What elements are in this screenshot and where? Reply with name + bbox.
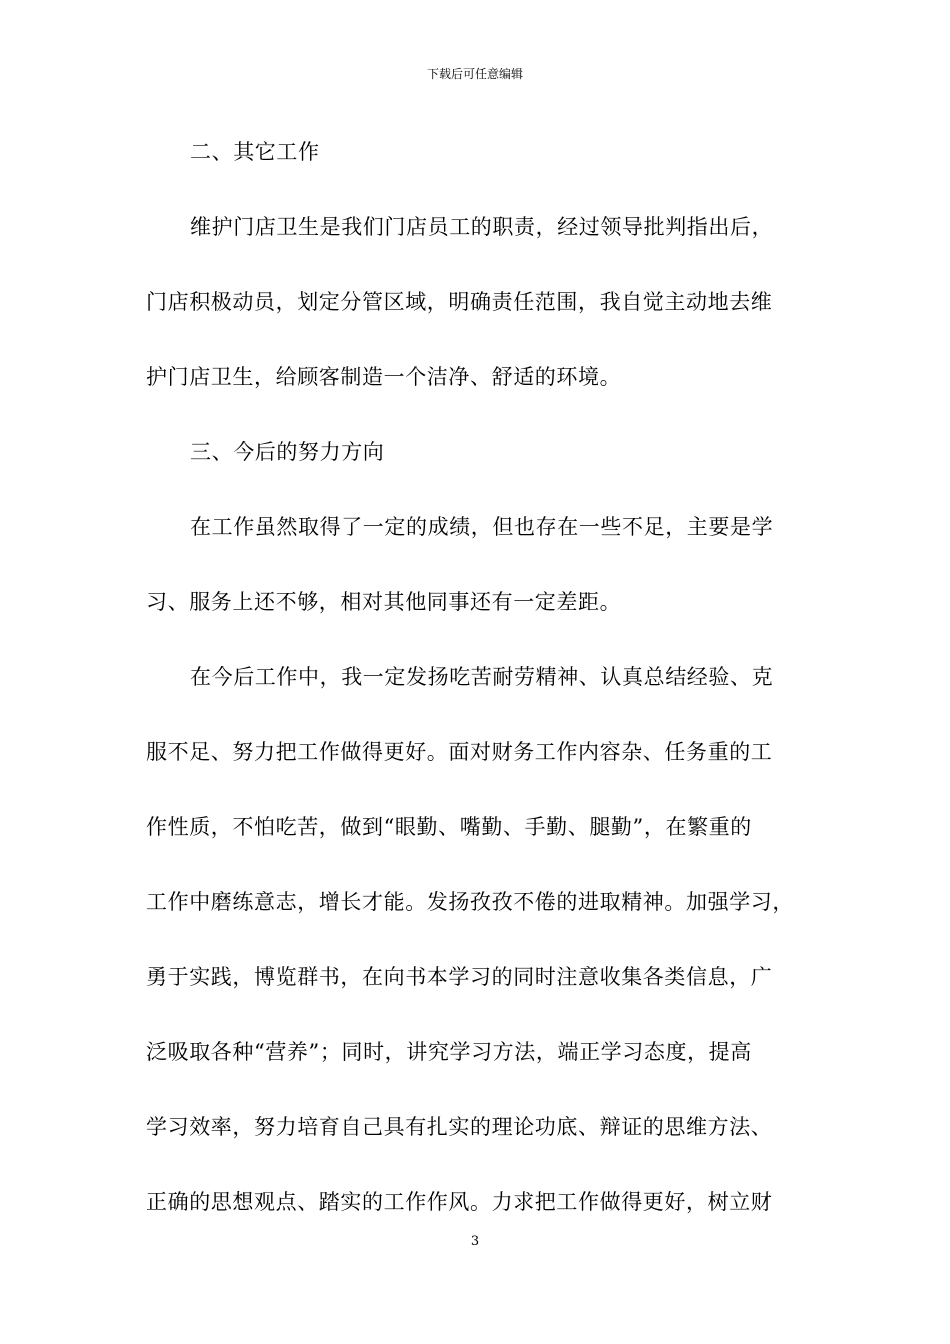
paragraph-line: 工作中磨练意志，增长才能。发扬孜孜不倦的进取精神。加强学习，: [146, 890, 794, 914]
paragraph-line: 在工作虽然取得了一定的成绩，但也存在一些不足，主要是学: [190, 515, 774, 539]
section-heading-future-direction: 三、今后的努力方向: [190, 440, 385, 464]
paragraph-line: 正确的思想观点、踏实的工作作风。力求把工作做得更好，树立财: [146, 1190, 773, 1214]
paragraph-line: 作性质，不怕吃苦，做到“眼勤、嘴勤、手勤、腿勤”，在繁重的: [146, 815, 752, 839]
paragraph-line: 护门店卫生，给顾客制造一个洁净、舒适的环境。: [146, 365, 622, 389]
paragraph-line: 维护门店卫生是我们门店员工的职责，经过领导批判指出后，: [190, 215, 774, 239]
page-header: [0, 66, 950, 82]
paragraph-line: 门店积极动员，划定分管区域，明确责任范围，我自觉主动地去维: [146, 290, 773, 314]
header-note: 下载后可任意编辑: [426, 67, 523, 81]
page-number: 3: [470, 1234, 480, 1249]
paragraph-line: 习、服务上还不够，相对其他同事还有一定差距。: [146, 590, 622, 614]
paragraph-line: 在今后工作中，我一定发扬吃苦耐劳精神、认真总结经验、克: [190, 665, 774, 689]
paragraph-line: 泛吸取各种“营养”；同时，讲究学习方法，端正学习态度，提高: [146, 1040, 752, 1064]
page-footer: [0, 1234, 950, 1250]
paragraph-line: 学习效率，努力培育自己具有扎实的理论功底、辩证的思维方法、: [146, 1115, 773, 1139]
section-heading-other-work: 二、其它工作: [190, 140, 320, 164]
paragraph-line: 服不足、努力把工作做得更好。面对财务工作内容杂、任务重的工: [146, 740, 773, 764]
paragraph-line: 勇于实践，博览群书，在向书本学习的同时注意收集各类信息，广: [146, 965, 773, 989]
document-body: [146, 130, 818, 1255]
